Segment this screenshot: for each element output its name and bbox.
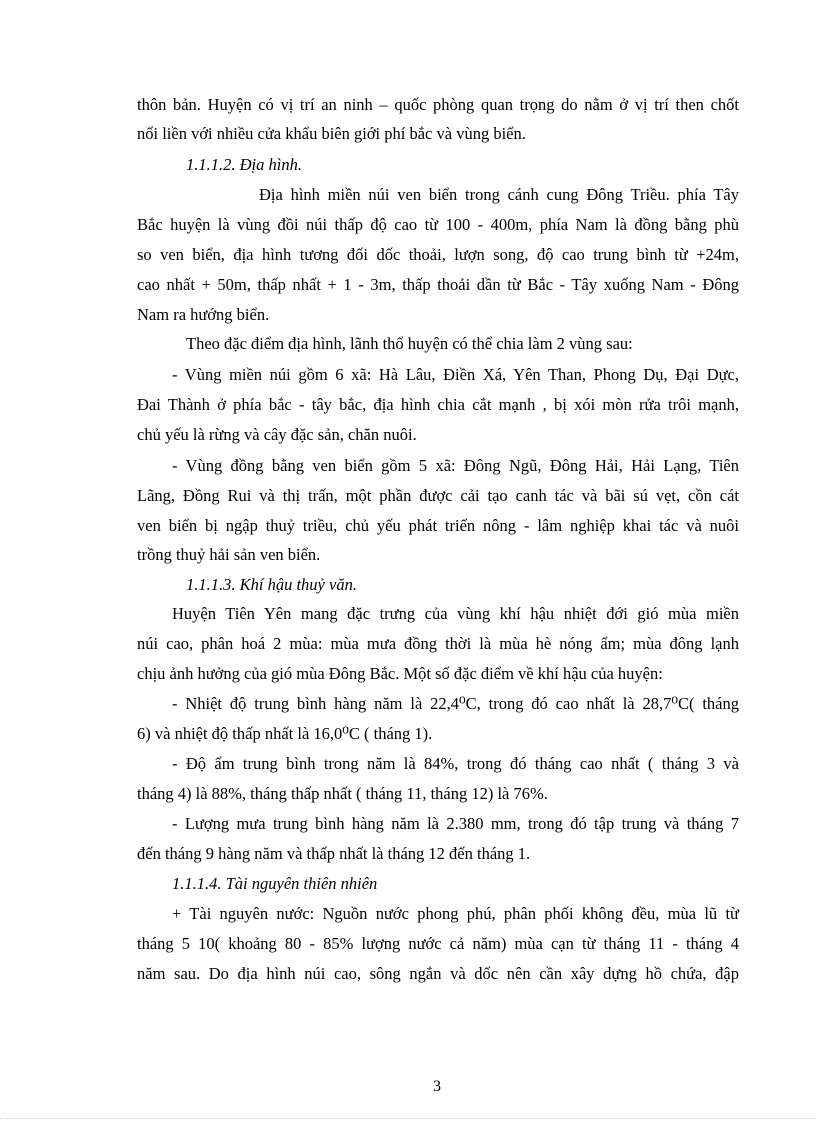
text-line: + Tài nguyên nước: Nguồn nước phong phú, phân phối không đều, mùa lũ từ bbox=[172, 904, 739, 923]
text-line: Nam ra hướng biển. bbox=[137, 305, 270, 324]
page-number-label: 3 bbox=[433, 1078, 441, 1095]
text-line: so ven biển, địa hình tương đối dốc thoải, lượn song, độ cao trung bình từ +24m, bbox=[137, 245, 739, 264]
text-line: cao nhất + 50m, thấp nhất + 1 - 3m, thấp thoải dần từ Bắc - Tây xuống Nam - Đông bbox=[137, 275, 739, 294]
text-line: năm sau. Do địa hình núi cao, sông ngắn và dốc nên cần xây dựng hồ chứa, đập bbox=[137, 964, 739, 983]
section-heading-tai-nguyen: 1.1.1.4. Tài nguyên thiên nhiên bbox=[172, 874, 378, 893]
text-line: Lãng, Đồng Rui và thị trấn, một phần được cải tạo canh tác và bãi sú vẹt, cồn cát bbox=[137, 486, 739, 505]
text-line: - Độ ẩm trung bình trong năm là 84%, trong đó tháng cao nhất ( tháng 3 và bbox=[172, 754, 739, 773]
section-heading-khi-hau: 1.1.1.3. Khí hậu thuỷ văn. bbox=[186, 575, 357, 594]
text-line: Huyện Tiên Yên mang đặc trưng của vùng khí hậu nhiệt đới gió mùa miền bbox=[172, 604, 739, 623]
text-line: - Vùng đồng bằng ven biển gồm 5 xã: Đông Ngũ, Đông Hải, Hải Lạng, Tiên bbox=[172, 456, 739, 475]
text-line: ven biển bị ngập thuỷ triều, chủ yếu phát triển nông - lâm nghiệp khai tác và nuôi bbox=[137, 516, 739, 535]
text-line: - Lượng mưa trung bình hàng năm là 2.380 mm, trong đó tập trung và tháng 7 bbox=[172, 814, 739, 833]
text-line: chủ yếu là rừng và cây đặc sản, chăn nuôi. bbox=[137, 425, 417, 444]
text-line: thôn bản. Huyện có vị trí an ninh – quốc phòng quan trọng do nằm ở vị trí then chốt bbox=[137, 95, 739, 114]
text-line: Đai Thành ở phía bắc - tây bắc, địa hình chia cắt mạnh , bị xói mòn rửa trôi mạnh, bbox=[137, 395, 739, 414]
text-line: tháng 5 10( khoảng 80 - 85% lượng nước cả năm) mùa cạn từ tháng 11 - tháng 4 bbox=[137, 934, 739, 953]
text-line: nối liền với nhiều cửa khẩu biên giới phí bắc và vùng biển. bbox=[137, 124, 526, 143]
text-line: núi cao, phân hoá 2 mùa: mùa mưa đồng thời là mùa hè nóng ẩm; mùa đông lạnh bbox=[137, 634, 739, 653]
text-line: đến tháng 9 hàng năm và thấp nhất là tháng 12 đến tháng 1. bbox=[137, 844, 531, 863]
text-line: chịu ảnh hưởng của gió mùa Đông Bắc. Một số đặc điểm về khí hậu của huyện: bbox=[137, 664, 663, 683]
page-bottom-divider bbox=[0, 1118, 816, 1119]
text-line: - Nhiệt độ trung bình hàng năm là 22,4⁰C, trong đó cao nhất là 28,7⁰C( tháng bbox=[172, 694, 739, 713]
text-line: 6) và nhiệt độ thấp nhất là 16,0⁰C ( tháng 1). bbox=[137, 724, 433, 743]
text-line: trồng thuỷ hải sản ven biển. bbox=[137, 545, 321, 564]
text-line: Theo đặc điểm địa hình, lãnh thổ huyện có thể chia làm 2 vùng sau: bbox=[186, 334, 633, 353]
page-number bbox=[0, 1077, 816, 1097]
text-line: tháng 4) là 88%, tháng thấp nhất ( tháng 11, tháng 12) là 76%. bbox=[137, 784, 548, 803]
text-line: Địa hình miền núi ven biển trong cánh cung Đông Triều. phía Tây bbox=[259, 185, 739, 204]
text-line: - Vùng miền núi gồm 6 xã: Hà Lâu, Điền Xá, Yên Than, Phong Dụ, Đại Dực, bbox=[172, 365, 739, 384]
section-heading-dia-hinh: 1.1.1.2. Địa hình. bbox=[186, 155, 302, 174]
text-line: Bắc huyện là vùng đồi núi thấp độ cao từ 100 - 400m, phía Nam là đồng bằng phù bbox=[137, 215, 739, 234]
